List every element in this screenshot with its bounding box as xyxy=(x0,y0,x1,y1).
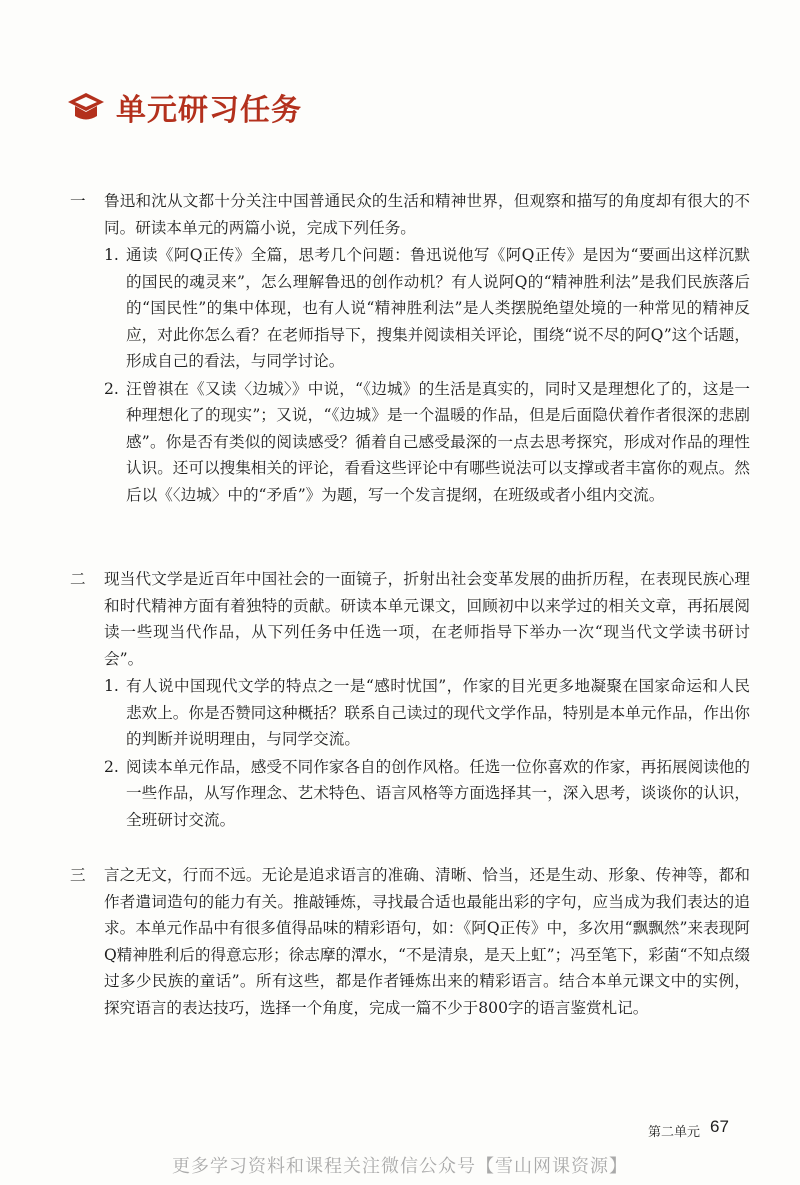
section-intro: 言之无文，行而不远。无论是追求语言的准确、清晰、恰当，还是生动、形象、传神等，都和作者遣词造句的能力有关。推敲锤炼，寻找最合适也最能出彩的字句，应当成为我们表达的追求。本单元作品中有很多值得品味的精彩语句，如：《阿Q正传》中，多次用“飘飘然”来表现阿Q精神胜利后的得意忘形；徐志摩的潭水，“不是清泉，是天上虹”；冯至笔下，彩菌“不知点缀过多少民族的童话”。所有这些，都是作者锤炼出来的精彩语言。结合本单元课文中的实例，探究语言的表达技巧，选择一个角度，完成一篇不少于800字的语言鉴赏札记。 xyxy=(104,866,750,1017)
task-item xyxy=(104,673,750,753)
task-text: 阅读本单元作品，感受不同作家各自的创作风格。任选一位你喜欢的作家，再拓展阅读他的一些作品，从写作理念、艺术特色、语言风格等方面选择其一，深入思考，谈谈你的认识，全班研讨交流。 xyxy=(126,757,750,829)
task-section-2 xyxy=(70,566,750,833)
task-text: 通读《阿Q正传》全篇，思考几个问题：鲁迅说他写《阿Q正传》是因为“要画出这样沉默的国民的魂灵来”，怎么理解鲁迅的创作动机？有人说阿Q的“精神胜利法”是我们民族落后的“国民性”的集中体现，也有人说“精神胜利法”是人类摆脱绝望处境的一种常见的精神反应，对此你怎么看？在老师指导下，搜集并阅读相关评论，围绕“说不尽的阿Q”这个话题，形成自己的看法，与同学讨论。 xyxy=(126,246,750,370)
page-number: 67 xyxy=(710,1117,729,1136)
task-text: 汪曾祺在《又读〈边城〉》中说，“《边城》的生活是真实的，同时又是理想化了的，这是一种理想化了的现实”；又说，“《边城》是一个温暖的作品，但是后面隐伏着作者很深的悲剧感”。你是否有类似的阅读感受？循着自己感受最深的一点去思考探究，形成对作品的理性认识。还可以搜集相关的评论，看看这些评论中有哪些说法可以支撑或者丰富你的观点。然后以《〈边城〉中的“矛盾”》为题，写一个发言提纲，在班级或者小组内交流。 xyxy=(126,379,750,504)
section-intro: 鲁迅和沈从文都十分关注中国普通民众的生活和精神世界，但观察和描写的角度却有很大的不同。研读本单元的两篇小说，完成下列任务。 xyxy=(104,192,750,237)
task-section-1 xyxy=(70,188,750,508)
graduation-cap-icon xyxy=(66,87,106,127)
section-number: 三 xyxy=(70,866,86,884)
task-item xyxy=(104,754,750,834)
unit-task-header xyxy=(66,82,302,132)
task-number: 2. xyxy=(104,379,119,398)
task-item xyxy=(104,242,750,375)
task-item xyxy=(104,376,750,509)
section-number: 一 xyxy=(70,192,86,210)
task-number: 1. xyxy=(104,677,119,695)
task-text: 有人说中国现代文学的特点之一是“感时忧国”，作家的目光更多地凝聚在国家命运和人民悲欢上。你是否赞同这种概括？联系自己读过的现代文学作品，特别是本单元作品，作出你的判断并说明理由，与同学交流。 xyxy=(126,677,750,748)
task-number: 2. xyxy=(104,757,119,776)
section-number: 二 xyxy=(70,570,86,588)
task-number: 1. xyxy=(104,246,119,264)
task-section-3 xyxy=(70,862,750,1021)
watermark-text: 更多学习资料和课程关注微信公众号【雪山网课资源】 xyxy=(172,1156,628,1177)
page-title: 单元研习任务 xyxy=(116,93,302,128)
footer-unit-label: 第二单元 xyxy=(648,1125,701,1140)
section-intro: 现当代文学是近百年中国社会的一面镜子，折射出社会变革发展的曲折历程，在表现民族心理和时代精神方面有着独特的贡献。研读本单元课文，回顾初中以来学过的相关文章，再拓展阅读一些现当代作品，从下列任务中任选一项，在老师指导下举办一次“现当代文学读书研讨会”。 xyxy=(104,570,750,668)
